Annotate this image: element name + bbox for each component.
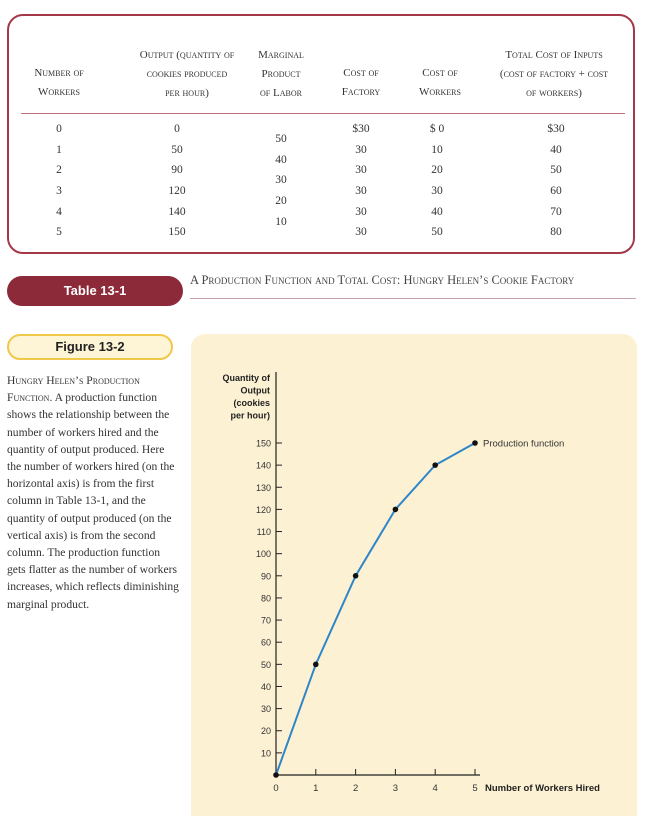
figure-description: A production function shows the relationship between the number of workers hired and the quantity of output produced. Here the number of workers hired (on the horizontal axis) is from the first column in Table 13-1, and the quantity of output produced (on the vertical axis) is from the second column. The production function gets flatter as the number of workers increases, which reflects diminishing marginal product.: [7, 391, 179, 611]
cell-factory-cost: 30: [355, 226, 367, 239]
cell-worker-cost: 20: [431, 164, 443, 177]
y-axis-label-line: Output: [240, 385, 270, 396]
data-point: [273, 772, 279, 778]
header-total-cost: Total Cost of Inputs (cost of factory + cost of workers): [499, 49, 609, 99]
y-tick-label: 110: [256, 527, 271, 538]
x-tick-label: 4: [432, 783, 438, 794]
y-axis-label-line: per hour): [230, 410, 270, 421]
y-tick-label: 30: [260, 704, 271, 715]
cell-total-cost: 60: [550, 185, 562, 198]
cell-workers: 2: [56, 164, 62, 177]
y-tick-label: 80: [260, 593, 271, 604]
cell-factory-cost: 30: [355, 205, 367, 218]
x-tick-label: 3: [392, 783, 399, 794]
cell-workers: 3: [56, 185, 62, 198]
cell-output: 90: [171, 164, 183, 177]
data-point: [393, 507, 399, 513]
y-tick-label: 90: [260, 571, 271, 582]
cell-worker-cost: 10: [431, 143, 443, 156]
y-tick-label: 20: [260, 726, 271, 737]
data-point: [353, 573, 359, 579]
cell-total-cost: $30: [547, 123, 565, 135]
y-tick-label: 70: [260, 615, 271, 626]
cell-total-cost: 40: [550, 143, 562, 156]
cell-mpl: 20: [275, 195, 287, 208]
cell-workers: 4: [56, 205, 62, 218]
header-factory-cost: Cost of Factory: [341, 67, 381, 98]
table-caption: A Production Function and Total Cost: Hungry Helen’s Cookie Factory: [190, 273, 575, 287]
cell-workers: 1: [56, 143, 62, 156]
y-axis-label: [223, 373, 271, 421]
cell-output: 150: [168, 226, 186, 239]
cell-worker-cost: 30: [431, 185, 443, 198]
x-tick-label: 2: [352, 783, 359, 794]
header-workers: Number of Workers: [34, 67, 84, 98]
y-axis-label-line: (cookies: [233, 398, 270, 408]
figure-label: Figure 13-2: [7, 334, 173, 360]
cell-mpl: 40: [275, 153, 287, 166]
cell-worker-cost: 40: [431, 205, 443, 218]
series: [273, 439, 564, 778]
cell-mpl: 30: [275, 174, 287, 187]
cell-factory-cost: $30: [352, 123, 370, 135]
y-tick-label: 10: [260, 748, 271, 759]
cell-output: 120: [168, 185, 186, 198]
cell-total-cost: 80: [550, 226, 562, 239]
y-tick-label: 140: [255, 460, 271, 471]
y-tick-label: 100: [255, 549, 271, 560]
header-worker-cost: Cost of Workers: [419, 67, 461, 98]
y-tick-label: 60: [260, 637, 271, 648]
header-output: Output (quantity of cookies produced per hour): [139, 49, 235, 99]
cell-factory-cost: 30: [355, 185, 367, 198]
data-point: [432, 462, 438, 468]
cell-workers: 0: [56, 123, 62, 135]
data-point: [472, 440, 478, 446]
y-tick-label: 150: [255, 438, 271, 449]
x-tick-label: 5: [472, 783, 478, 794]
y-tick-label: 130: [255, 482, 271, 493]
y-tick-label: 40: [260, 681, 271, 692]
data-point: [313, 662, 319, 668]
x-tick-label: 0: [273, 783, 279, 794]
cell-worker-cost: $ 0: [429, 123, 445, 135]
header-mpl: Marginal Product of Labor: [258, 49, 304, 99]
table-label: Table 13-1: [7, 276, 183, 306]
y-axis-label-line: Quantity of: [222, 373, 270, 383]
cell-total-cost: 70: [550, 205, 562, 218]
axes: [276, 372, 600, 794]
cell-worker-cost: 50: [431, 226, 443, 239]
x-tick-label: 1: [313, 783, 319, 794]
series-label: Production function: [483, 438, 565, 450]
cell-output: 140: [168, 205, 186, 218]
figure-title: Hungry Helen’s Production Function.: [7, 374, 140, 405]
cell-output: 50: [171, 143, 183, 156]
cell-factory-cost: 30: [355, 143, 367, 156]
cell-factory-cost: 30: [355, 164, 367, 177]
cell-workers: 5: [56, 226, 62, 239]
cell-mpl: 10: [275, 215, 287, 228]
cell-total-cost: 50: [550, 164, 562, 177]
production-function-line: [276, 443, 475, 775]
cell-output: 0: [174, 123, 180, 135]
cell-mpl: 50: [275, 133, 287, 145]
y-tick-label: 120: [255, 504, 271, 515]
y-tick-label: 50: [260, 659, 271, 670]
x-axis-label: Number of Workers Hired: [485, 783, 600, 794]
